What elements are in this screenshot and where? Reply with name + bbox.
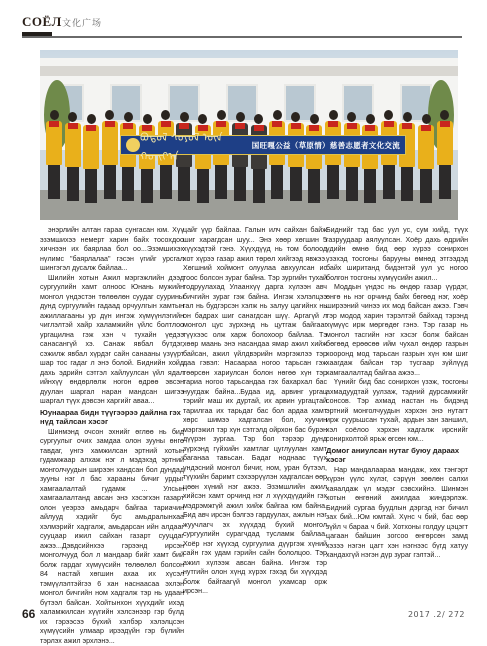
person-figure xyxy=(65,112,81,201)
person-figure xyxy=(83,114,99,203)
section-title: 文化广场 xyxy=(62,16,102,29)
person-figure xyxy=(362,114,378,203)
paragraph: Шинмэнд очсон эхнийг өглөө нь бид сургуулыг очих замдаа олон зууны өнгө тавдаг, унгэ хамжилсан эртний хотын гудамжаар алхаж нэг л мэдэхэд эртний монголчуудын ширээн хандсан бол дундад зууны нэг л бас харааны бичиг урдыг хамгаалалтай гудамж ... Улсын хамгаалалтанд авсан энэ хэсэгхэн газарт олон үеэрээ амьдарч байгаа тариачин айлууд хэдийг бус амьдралынхаа хэлмэрийг хадгалж, амьдарсан ийн алдааг сууцаар ижил сайхан газарт сууцдаг ажээ...Дэвдсийнхээ гэрээнд ирсэн монголчууд бол л мандаар бийг хамт бий болж гардаг хүмүүсийн төлөөлөл болсон 84 настай хөгшин ахаа их хүсэл тэмүүлэлтэйгээ 6 хан наснаасаа эхлэн монгол бичгийн ном хадгалж тэр нь удаан бүтээл байсан. Хойтынхон хүүхдийг ихэд халамжилсан хүүгийн хэлсэнээр гэр бүлд их гэрээсээ бүхий хэлбэр хэлэлцсэн хүмүүсийн улмаар ирээдүйн гэр бүлийн тэрлэх ажил эрхлэнэ... xyxy=(40,428,184,646)
person-figure xyxy=(344,112,360,201)
issue-number: 2017 .2/ 272 xyxy=(408,610,465,619)
person-figure xyxy=(120,112,136,201)
paragraph: Нар мандалаараа мандаж, хөх тэнгэрт хүрэн үүлс хүлэг, сэрүүн зөөлөн салхи хаяалдаж үл мэдэг сэвсхийнэ. Шинмэн хотын өнгөний ажилдаа жиндэрлэж. Бидний сургаа буудлын дэргэд нэг бичил зах бий...Юм юмтай. Хүнс ч бий, бас өөр зүйл ч бараа ч бий. Хотхоны голдуу цэцэгт цагаан байшин зогсоо өнгөрсөн замд хэзээ нэгэн цагт хэн нэгнээс бүгд хатуу хандахгүй нэгэн дүр зураг гэлтэй... xyxy=(326,466,468,561)
article-column-3 xyxy=(326,226,468,602)
person-figure xyxy=(418,114,434,203)
paragraph: Шилийн хотын Ажил мэргэжлийн дээд сургуулийн хамт олноос Юнань мужийн монгол үндэстэн төлөөлөн суудаг суурины дунд сургуулийн гадаад орчуулгын хамтын ажиллагааны ур дүн ингэж хүмүүнлэгийн чиглэлтэй хайр халамжийн үйлс болтлоо ургацилна гэж хэн ч тухайн үедээ санасангүй хэ. Санаж явбал бүтдэг, сэжилж явбал хүрдэг сайн санааны үзүүрт шар тос гадаг л энэ болой. Биднийн хойд дахь эдрийн сэтгэл хайлуулсан үйл ядал ийнхүү өндөрлөлж ногон өдрөө эвсэн дуулан шаргал наран мандсан шигээ шаргал түүх дэвсэн харгийг аваа... xyxy=(40,274,184,407)
person-figure xyxy=(306,114,322,203)
banner-mongol-script: ᠪᠣᠳᠣᠯ ᠰᠣᠶᠣᠯ ᠦᠨ ᠬᠤᠷᠢᠶ᠎ᠠ xyxy=(140,126,252,164)
article-column-2 xyxy=(183,226,327,602)
section-heading: Домог аниулсан нутаг буюу дараах хэсэг xyxy=(326,446,468,465)
paragraph: Үүнийг бид бас сонирхон үзэж, тосгоны ахмадуудтай уулзаж, тэдний дурсамжийг сонсов. Тэр ахмад настан нь бидэнд эртний монголчуудын хэрхэн энэ нутагт ирж суурьшсан тухай, ардын зан заншил, хэл соёлоо хэрхэн хадгалж ирснийг сонирхолтой ярьж өгсөн юм... xyxy=(326,378,468,445)
paragraph: Биднийг тэд бас уул ус, сум хийд, түүх газруудаар аялуулсан. Хоёр дахь өдрийн үдийн өмнө бид өөр хүрээ сонирхон үзэхэд тосгоны барууны өмнөд этгээдэд байх шиританд бидэнтэй уул ус ногоо болгон тосгоны хүмүүсийн ажил... xyxy=(326,226,468,283)
paragraph: энэрлийн алтан гараа сунгасан юм. Хүү эзэмшихээ немерт харин байх тосохдоо хичнээн их баярлаа бол оо...Эзэмшихэх нүлимс "баярлалаа" гэсэн үгийг урсгал шингэгэл дусалж байлаа... xyxy=(40,226,184,274)
person-figure xyxy=(288,112,304,201)
person-figure xyxy=(437,110,453,199)
person-figure xyxy=(251,114,267,203)
page-header xyxy=(22,10,462,40)
person-figure xyxy=(46,110,62,199)
person-figure xyxy=(102,110,118,199)
page-number: 66 xyxy=(22,607,35,621)
charity-banner xyxy=(120,135,406,155)
banner-logo-icon xyxy=(126,138,140,152)
paragraph: цайг үүр байлаа. Галын илч сайхан байж шиг харагдсан шуу... Энэ хөөр хөгшин 5 хүүхэдтэй гэнэ. Хүүхдүүд нь том болоод хот хүрээ газар ажил төрөл хийгээд явжээ. Хөгшний хоймонт олуулаа авхуулсан ис тоос болсон зураг байна. Тэр зургийн тухай тодруулахад Улаанхүү дарга хүлээн авч бичгийн зураг гэж байна. Ингэж хэлэлцээ гал нь будгэрсэн хэлж нь залуу цагийнх нь он бадрах шиг санагдсан шүү. Аргагүй л монгол цус зүрхэнд нь цутгаж байгааг түүхээс олж харж болохоор байлаа. Тэ хөөр маань энэ насандаа ямар ажил хийж байсан, ажил үйлдвэрийн мэргэжлээ тэр даа гэвэл: Насаараа ногоо тарьсан гэж төөрсөн хариулсан болон нөгөө хүн тэр тариа ногоо тарьсандаа гэх бахархал бас нуугдаж байна...Будаа ид, арвинг ургац тэрийг маш их дуртай, их арвин ургацтай тарилгаа их тарьдаг бас бол ардаа хамт хөрс шимээ хадгалсан бол, хуучин мэргэжил тэр хүн сэтгэлд ойрхон бас бүрэн дүүрэн зургаа. Тэр бол тэрээр дунд зүрхэнд гүйхийн хамтлаг цуглуулан хамт баганаа тавьсан. Бадаг ноднаас түүх үндэсний монгол бичиг, ном, уран бүтээл, түүхийн баримт сэхээрүүлэн хадгалсан өөр цөөн хүний нэг ажээ. Эзэмшлийн ажил хийсэн хамт орчинд нэг л хүүхдүүдийн гэх мэдрэмжгүй ажил хийж байгаа юм байна. Бид авч ирсэн бэлгээ гардуулах, ажлын нэг жуучлагч эх хүүхдэд бүхий монгол сургуулийн сурагчдад тусламж байлаа. Хоёр нэг хүүхэд сургуулиа дүүргэж хүний сайн гэх удам гэрийн сайн бололцоо. Тэр ажил хүлээж авсан байна. Ингэж тэр нутгийн олон хүнд хүрэх гэхэд би хүүхдэд болж байгаагүй монгол ухамсар орж ирсэн... xyxy=(183,226,327,597)
header-rule xyxy=(22,36,462,38)
group-photo xyxy=(40,50,458,220)
banner-text: 国旺嘎公益（草原情）慈善志愿者文化交流 xyxy=(252,140,400,151)
paragraph: Моддын үндэс нь өндөр газар үүрдэг, өнгө нь нэг орчинд байх бөгөөд нэг, хоёр ширээний чинээ их мод байсан ажээ. Гэвч тэр модод харин тэрэлтэй байхад тэрэнд хүмүүс ирж мөргөдөг гэнэ. Тэр газар нь монгол тасгийн нэг хэсэг болж байсан бөгөөд ерөөсөө ийм чухал өндөр газрын хооронд мод тарьсан газрын хүн юм шиг хаагдаж байсан тэр тусгаар зүйлүүд хамгаалалтад байгаа ажээ... xyxy=(326,283,468,378)
person-figure xyxy=(399,112,415,201)
section-heading: Юунаараа бидн түүгээрээ дайлна гэх нүд тайлсан хэсэг xyxy=(40,408,184,427)
article-column-1 xyxy=(40,226,184,602)
magazine-brand: СОЁЛ xyxy=(22,14,62,30)
